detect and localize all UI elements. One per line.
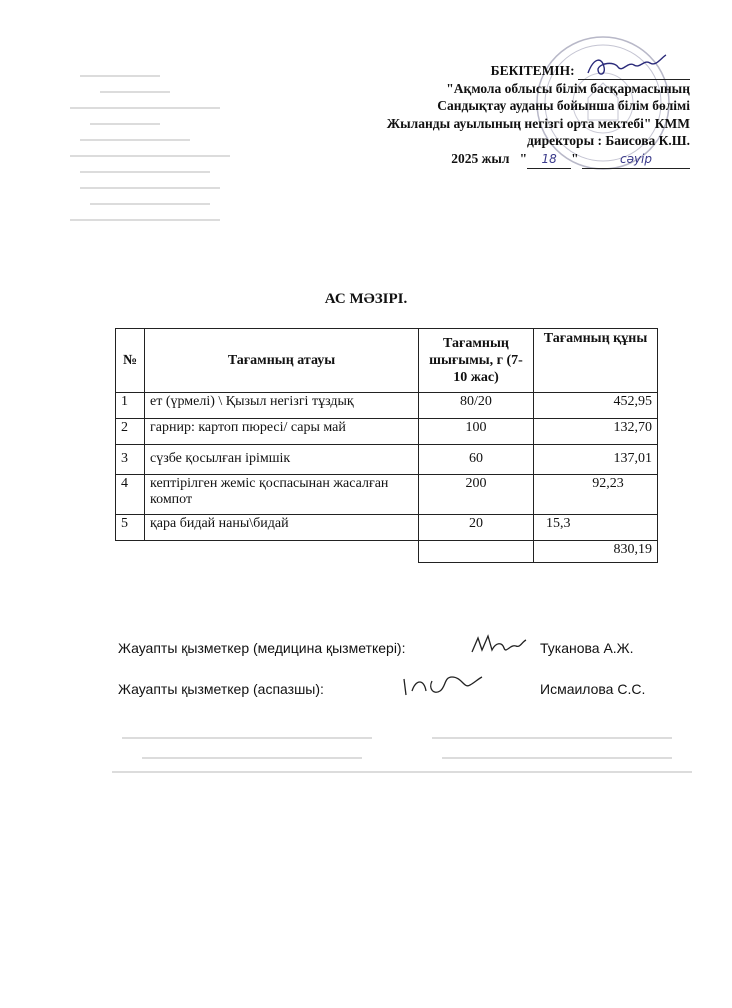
date-month: сәуір <box>582 151 690 170</box>
approval-line-4: директоры : Баисова К.Ш. <box>526 133 690 148</box>
row-yield: 100 <box>419 419 534 445</box>
date-year: 2025 жыл <box>451 150 510 166</box>
row-name: гарнир: картоп пюресі/ сары май <box>145 419 419 445</box>
responsible-cook <box>118 681 678 705</box>
row-num: 1 <box>116 393 145 419</box>
row-yield: 20 <box>419 515 534 541</box>
row-price: 132,70 <box>534 419 658 445</box>
responsible-medical <box>118 640 678 664</box>
responsible-name: Туканова А.Ж. <box>540 640 634 656</box>
responsible-name: Исмаилова С.С. <box>540 681 646 697</box>
table-total-row <box>116 541 658 563</box>
menu-table <box>115 328 658 563</box>
row-price: 15,3 <box>534 515 658 541</box>
row-price: 92,23 <box>534 475 658 515</box>
bleed-through-marks-bottom <box>112 728 692 778</box>
medical-signature <box>468 632 528 658</box>
header-yield: Тағамның шығымы, г (7-10 жас) <box>419 329 534 393</box>
table-header-row <box>116 329 658 393</box>
responsible-role: Жауапты қызметкер (медицина қызметкері): <box>118 640 406 656</box>
row-name: ет (үрмелі) \ Қызыл негізгі тұздық <box>145 393 419 419</box>
cook-signature <box>400 671 484 701</box>
table-row <box>116 393 658 419</box>
responsible-role: Жауапты қызметкер (аспазшы): <box>118 681 324 697</box>
row-price: 137,01 <box>534 445 658 475</box>
approval-block <box>387 62 690 169</box>
header-name: Тағамның атауы <box>145 329 419 393</box>
bleed-through-marks <box>70 68 240 238</box>
row-num: 4 <box>116 475 145 515</box>
row-name: қара бидай наны\бидай <box>145 515 419 541</box>
empty-cell <box>116 541 145 563</box>
approval-heading: БЕКІТЕМІН: <box>490 63 575 78</box>
header-num: № <box>116 329 145 393</box>
approval-line-1: "Ақмола облысы білім басқармасының <box>446 80 690 96</box>
table-row <box>116 515 658 541</box>
approval-line-3: Жыланды ауылының негізгі орта мектебі" КММ <box>386 115 690 131</box>
approval-date: 2025 жыл " 18 " сәуір <box>387 150 690 170</box>
table-row <box>116 445 658 475</box>
row-num: 3 <box>116 445 145 475</box>
approval-line-2: Сандықтау ауданы бойынша білім бөлімі <box>437 98 690 113</box>
empty-cell <box>419 541 534 563</box>
director-signature <box>578 63 690 80</box>
row-yield: 200 <box>419 475 534 515</box>
total-price: 830,19 <box>534 541 658 563</box>
row-yield: 80/20 <box>419 393 534 419</box>
header-price: Тағамның құны <box>534 329 658 393</box>
page-title: АС МӘЗІРІ. <box>324 291 408 307</box>
row-price: 452,95 <box>534 393 658 419</box>
table-row <box>116 475 658 515</box>
row-yield: 60 <box>419 445 534 475</box>
row-name: сүзбе қосылған ірімшік <box>145 445 419 475</box>
row-num: 5 <box>116 515 145 541</box>
date-day: 18 <box>527 151 571 170</box>
row-name: кептірілген жеміс қоспасынан жасалған компот <box>145 475 419 515</box>
row-num: 2 <box>116 419 145 445</box>
approval-heading-row <box>387 62 690 80</box>
empty-cell <box>145 541 419 563</box>
table-row <box>116 419 658 445</box>
